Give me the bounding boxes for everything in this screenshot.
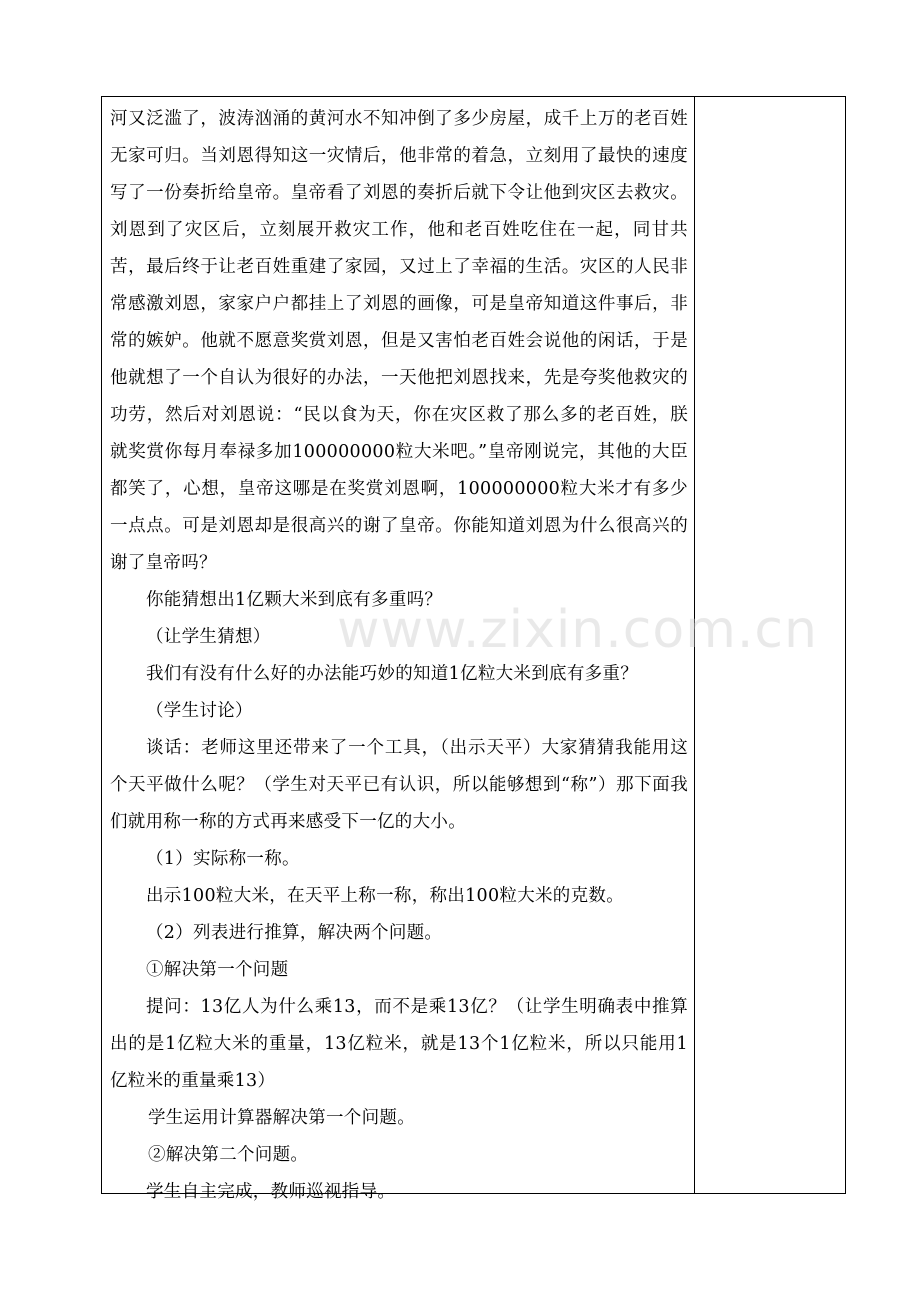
- solve-first-question: ①解决第一个问题: [146, 960, 289, 980]
- step-1-detail: 出示100粒大米，在天平上称一称，称出100粒大米的克数。: [146, 886, 625, 906]
- self-complete-step: 学生自主完成，教师巡视指导。: [146, 1182, 396, 1202]
- teacher-talk-paragraph: [110, 730, 688, 841]
- question-multiply-paragraph: [110, 989, 688, 1100]
- note-students-guess: （让学生猜想）: [146, 627, 271, 647]
- step-2-heading: （2）列表进行推算，解决两个问题。: [146, 923, 443, 943]
- calculator-step: 学生运用计算器解决第一个问题。: [148, 1108, 415, 1128]
- lesson-content-cell: [102, 97, 694, 1202]
- site-watermark: www.zixin.com.cn: [337, 600, 818, 660]
- question-method: 我们有没有什么好的办法能巧妙的知道1亿粒大米到底有多重？: [146, 664, 639, 684]
- notes-column-cell: [695, 97, 845, 1193]
- step-1-heading: （1）实际称一称。: [146, 849, 300, 869]
- question-guess-weight: 你能猜想出1亿颗大米到底有多重吗？: [146, 590, 443, 610]
- lesson-table: [101, 96, 846, 1202]
- solve-second-question: ②解决第二个问题。: [148, 1145, 309, 1165]
- teacher-talk-text: 谈话：老师这里还带来了一个工具，（出示天平）大家猜猜我能用这个天平做什么呢？（学生对天平已有认识，所以能够想到“称”）那下面我们就用称一称的方式再来感受下一亿的大小。: [110, 738, 688, 832]
- note-students-discuss: （学生讨论）: [146, 701, 253, 721]
- story-paragraph: 河又泛滥了，波涛汹涌的黄河水不知冲倒了多少房屋，成千上万的老百姓无家可归。当刘恩得知这一灾情后，他非常的着急，立刻用了最快的速度写了一份奏折给皇帝。皇帝看了刘恩的奏折后就下令让他到灾区去救灾。刘恩到了灾区后，立刻展开救灾工作，他和老百姓吃住在一起，同甘共苦，最后终于让老百姓重建了家园，又过上了幸福的生活。灾区的人民非常感激刘恩，家家户户都挂上了刘恩的画像，可是皇帝知道这件事后，非常的嫉妒。他就不愿意奖赏刘恩，但是又害怕老百姓会说他的闲话，于是他就想了一个自认为很好的办法，一天他把刘恩找来，先是夸奖他救灾的功劳，然后对刘恩说：“民以食为天，你在灾区救了那么多的老百姓，朕就奖赏你每月奉禄多加100000000粒大米吧。”皇帝刚说完，其他的大臣都笑了，心想，皇帝这哪是在奖赏刘恩啊，100000000粒大米才有多少一点点。可是刘恩却是很高兴的谢了皇帝。你能知道刘恩为什么很高兴的谢了皇帝吗？: [110, 109, 688, 573]
- question-multiply-text: 提问：13亿人为什么乘13，而不是乘13亿？（让学生明确表中推算出的是1亿粒大米的重量，13亿粒米，就是13个1亿粒米，所以只能用1亿粒米的重量乘13）: [110, 997, 688, 1091]
